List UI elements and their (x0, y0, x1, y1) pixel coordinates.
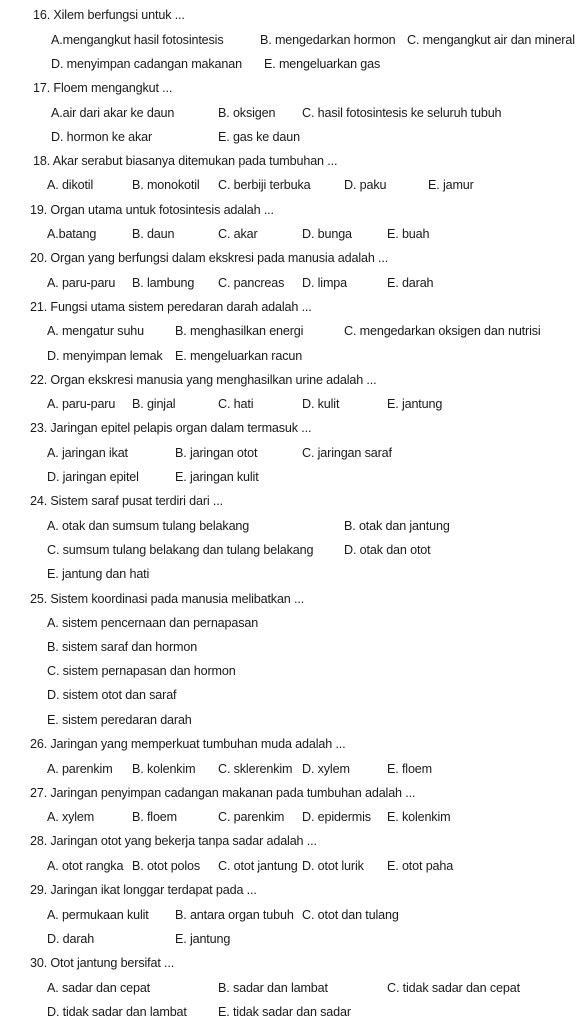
option-17-e: E. gas ke daun (218, 130, 300, 144)
option-23-b: B. jaringan otot (175, 446, 258, 460)
option-24-d: D. otak dan otot (344, 543, 431, 557)
option-16-e: E. mengeluarkan gas (264, 57, 381, 71)
option-25-c: C. sistem pernapasan dan hormon (47, 664, 236, 678)
option-30-d: D. tidak sadar dan lambat (47, 1005, 187, 1019)
question-24: 24. Sistem saraf pusat terdiri dari ... (30, 494, 223, 508)
option-19-e: E. buah (387, 227, 430, 241)
option-25-b: B. sistem saraf dan hormon (47, 640, 198, 654)
option-27-a: A. xylem (47, 810, 95, 824)
option-29-a: A. permukaan kulit (47, 908, 149, 922)
option-21-e: E. mengeluarkan racun (175, 349, 303, 363)
question-16: 16. Xilem berfungsi untuk ... (33, 8, 185, 22)
option-29-e: E. jantung (175, 932, 231, 946)
option-27-c: C. parenkim (218, 810, 285, 824)
question-22: 22. Organ ekskresi manusia yang menghasilkan urine adalah ... (30, 373, 377, 387)
question-20: 20. Organ yang berfungsi dalam ekskresi pada manusia adalah ... (30, 251, 389, 265)
option-23-e: E. jaringan kulit (175, 470, 259, 484)
option-29-b: B. antara organ tubuh (175, 908, 294, 922)
option-16-a: A.mengangkut hasil fotosintesis (51, 33, 224, 47)
option-17-a: A.air dari akar ke daun (51, 106, 175, 120)
question-30: 30. Otot jantung bersifat ... (30, 956, 175, 970)
option-23-c: C. jaringan saraf (302, 446, 392, 460)
option-16-d: D. menyimpan cadangan makanan (51, 57, 242, 71)
question-29: 29. Jaringan ikat longgar terdapat pada ... (30, 883, 257, 897)
option-22-e: E. jantung (387, 397, 443, 411)
option-26-d: D. xylem (302, 762, 350, 776)
question-19: 19. Organ utama untuk fotosintesis adalah ... (30, 203, 274, 217)
option-22-d: D. kulit (302, 397, 340, 411)
question-28: 28. Jaringan otot yang bekerja tanpa sadar adalah ... (30, 834, 317, 848)
option-18-e: E. jamur (428, 178, 474, 192)
option-26-e: E. floem (387, 762, 432, 776)
option-18-d: D. paku (344, 178, 387, 192)
option-18-b: B. monokotil (132, 178, 200, 192)
option-25-e: E. sistem peredaran darah (47, 713, 192, 727)
option-26-a: A. parenkim (47, 762, 113, 776)
question-21: 21. Fungsi utama sistem peredaran darah adalah ... (30, 300, 312, 314)
option-28-e: E. otot paha (387, 859, 454, 873)
option-27-e: E. kolenkim (387, 810, 451, 824)
option-22-c: C. hati (218, 397, 254, 411)
option-25-a: A. sistem pencernaan dan pernapasan (47, 616, 259, 630)
option-19-c: C. akar (218, 227, 258, 241)
option-28-a: A. otot rangka (47, 859, 124, 873)
option-21-b: B. menghasilkan energi (175, 324, 304, 338)
question-23: 23. Jaringan epitel pelapis organ dalam termasuk ... (30, 421, 312, 435)
option-29-d: D. darah (47, 932, 95, 946)
option-24-a: A. otak dan sumsum tulang belakang (47, 519, 250, 533)
question-26: 26. Jaringan yang memperkuat tumbuhan muda adalah ... (30, 737, 346, 751)
option-16-b: B. mengedarkan hormon (260, 33, 396, 47)
option-30-c: C. tidak sadar dan cepat (387, 981, 520, 995)
option-30-a: A. sadar dan cepat (47, 981, 151, 995)
option-16-c: C. mengangkut air dan mineral (407, 33, 575, 47)
option-27-b: B. floem (132, 810, 177, 824)
option-19-d: D. bunga (302, 227, 352, 241)
option-17-c: C. hasil fotosintesis ke seluruh tubuh (302, 106, 502, 120)
option-25-d: D. sistem otot dan saraf (47, 688, 177, 702)
option-30-e: E. tidak sadar dan sadar (218, 1005, 351, 1019)
option-21-a: A. mengatur suhu (47, 324, 145, 338)
option-23-d: D. jaringan epitel (47, 470, 139, 484)
option-22-b: B. ginjal (132, 397, 176, 411)
question-25: 25. Sistem koordinasi pada manusia melibatkan ... (30, 592, 305, 606)
option-29-c: C. otot dan tulang (302, 908, 399, 922)
option-24-e: E. jantung dan hati (47, 567, 150, 581)
option-28-d: D. otot lurik (302, 859, 364, 873)
option-17-d: D. hormon ke akar (51, 130, 153, 144)
option-20-c: C. pancreas (218, 276, 285, 290)
option-21-c: C. mengedarkan oksigen dan nutrisi (344, 324, 541, 338)
option-18-c: C. berbiji terbuka (218, 178, 311, 192)
question-18: 18. Akar serabut biasanya ditemukan pada tumbuhan ... (33, 154, 338, 168)
option-24-c: C. sumsum tulang belakang dan tulang belakang (47, 543, 314, 557)
question-17: 17. Floem mengangkut ... (33, 81, 173, 95)
question-27: 27. Jaringan penyimpan cadangan makanan pada tumbuhan adalah ... (30, 786, 416, 800)
option-22-a: A. paru-paru (47, 397, 116, 411)
option-18-a: A. dikotil (47, 178, 94, 192)
option-20-e: E. darah (387, 276, 434, 290)
option-21-d: D. menyimpan lemak (47, 349, 163, 363)
option-17-b: B. oksigen (218, 106, 276, 120)
option-24-b: B. otak dan jantung (344, 519, 450, 533)
option-28-b: B. otot polos (132, 859, 201, 873)
option-20-d: D. limpa (302, 276, 347, 290)
option-19-a: A.batang (47, 227, 97, 241)
option-23-a: A. jaringan ikat (47, 446, 128, 460)
option-20-a: A. paru-paru (47, 276, 116, 290)
option-26-c: C. sklerenkim (218, 762, 293, 776)
option-30-b: B. sadar dan lambat (218, 981, 328, 995)
option-19-b: B. daun (132, 227, 175, 241)
option-28-c: C. otot jantung (218, 859, 298, 873)
option-20-b: B. lambung (132, 276, 195, 290)
option-26-b: B. kolenkim (132, 762, 196, 776)
option-27-d: D. epidermis (302, 810, 371, 824)
